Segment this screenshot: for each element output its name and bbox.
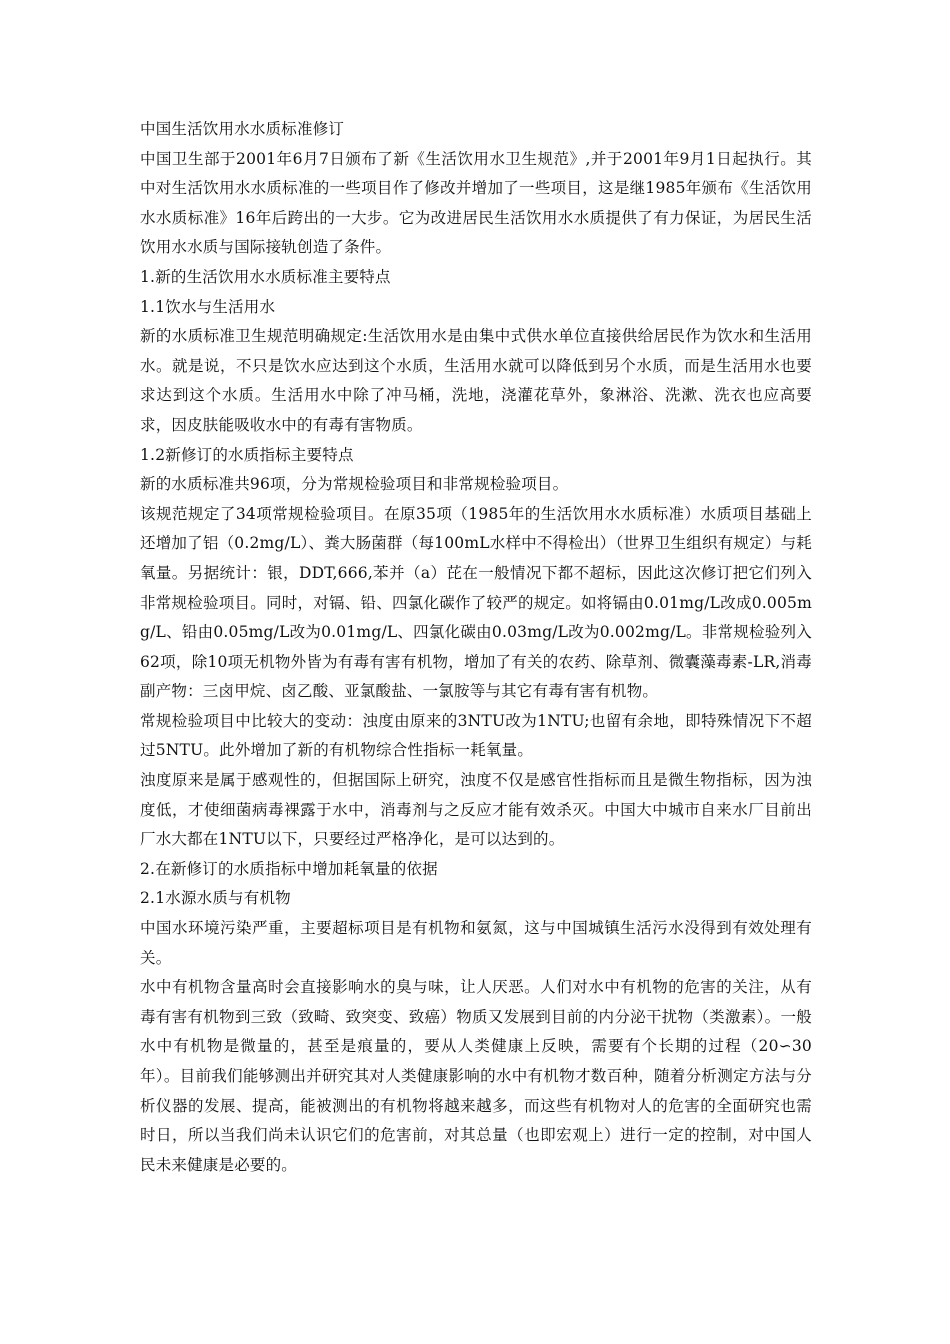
paragraph: 该规范规定了34项常规检验项目。在原35项（1985年的生活饮用水水质标准）水质项目基础上还增加了铝（0.2mg/L）、粪大肠菌群（每100mL水样中不得检出）（世界卫生组织有规定）与耗氧量。另据统计：银，DDT,666,苯并（a）芘在一般情况下都不超标，因此这次修订把它们列入非常规检验项目。同时，对镉、铅、四氯化碳作了较严的规定。如将镉由0.01mg/L改成0.005mg/L、铅由0.05mg/L改为0.01mg/L、四氯化碳由0.03mg/L改为0.002mg/L。非常规检验列入62项，除10项无机物外皆为有毒有害有机物，增加了有关的农药、除草剂、微囊藻毒素-LR,消毒副产物：三卤甲烷、卤乙酸、亚氯酸盐、一氯胺等与其它有毒有害有机物。 [140,504,812,701]
paragraph: 水中有机物含量高时会直接影响水的臭与味，让人厌恶。人们对水中有机物的危害的关注，从有毒有害有机物到三致（致畸、致突变、致癌）物质又发展到目前的内分泌干扰物（类激素）。一般水中有机物是微量的，甚至是痕量的，要从人类健康上反映，需要有个长期的过程（20∽30年）。目前我们能够测出并研究其对人类健康影响的水中有机物才数百种，随着分析测定方法与分析仪器的发展、提高，能被测出的有机物将越来越多，而这些有机物对人的危害的全面研究也需时日，所以当我们尚未认识它们的危害前，对其总量（也即宏观上）进行一定的控制，对中国人民未来健康是必要的。 [140,978,812,1174]
paragraph: 中国水环境污染严重，主要超标项目是有机物和氨氮，这与中国城镇生活污水没得到有效处理有关。 [140,919,812,967]
paragraph: 浊度原来是属于感观性的，但据国际上研究，浊度不仅是感官性指标而且是微生物指标，因为浊度低，才使细菌病毒裸露于水中，消毒剂与之反应才能有效杀灭。中国大中城市自来水厂目前出厂水大都在1NTU以下，只要经过严格净化，是可以达到的。 [140,771,812,849]
paragraph: 新的水质标准卫生规范明确规定:生活饮用水是由集中式供水单位直接供给居民作为饮水和生活用水。就是说，不只是饮水应达到这个水质，生活用水就可以降低到另个水质，而是生活用水也要求达到这个水质。生活用水中除了冲马桶，洗地，浇灌花草外，象淋浴、洗漱、洗衣也应高要求，因皮肤能吸收水中的有毒有害物质。 [140,327,812,434]
subsection-heading-1-2: 1.2新修订的水质指标主要特点 [140,445,354,464]
subsection-heading-1-1: 1.1饮水与生活用水 [140,297,276,316]
section-heading-1: 1.新的生活饮用水水质标准主要特点 [140,267,391,286]
section-heading-2: 2.在新修订的水质指标中增加耗氧量的依据 [140,859,438,878]
document-title: 中国生活饮用水水质标准修订 [140,120,345,138]
intro-paragraph: 中国卫生部于2001年6月7日颁布了新《生活饮用水卫生规范》,并于2001年9月1日起执行。其中对生活饮用水水质标准的一些项目作了修改并增加了一些项目，这是继1985年颁布《生活饮用水水质标准》16年后跨出的一大步。它为改进居民生活饮用水水质提供了有力保证，为居民生活饮用水水质与国际接轨创造了条件。 [140,149,812,257]
subsection-heading-2-1: 2.1水源水质与有机物 [140,889,291,908]
paragraph: 新的水质标准共96项，分为常规检验项目和非常规检验项目。 [140,475,569,494]
paragraph: 常规检验项目中比较大的变动：浊度由原来的3NTU改为1NTU;也留有余地，即特殊情况下不超过5NTU。此外增加了新的有机物综合性指标一耗氧量。 [140,711,812,760]
document-body [140,115,812,1180]
